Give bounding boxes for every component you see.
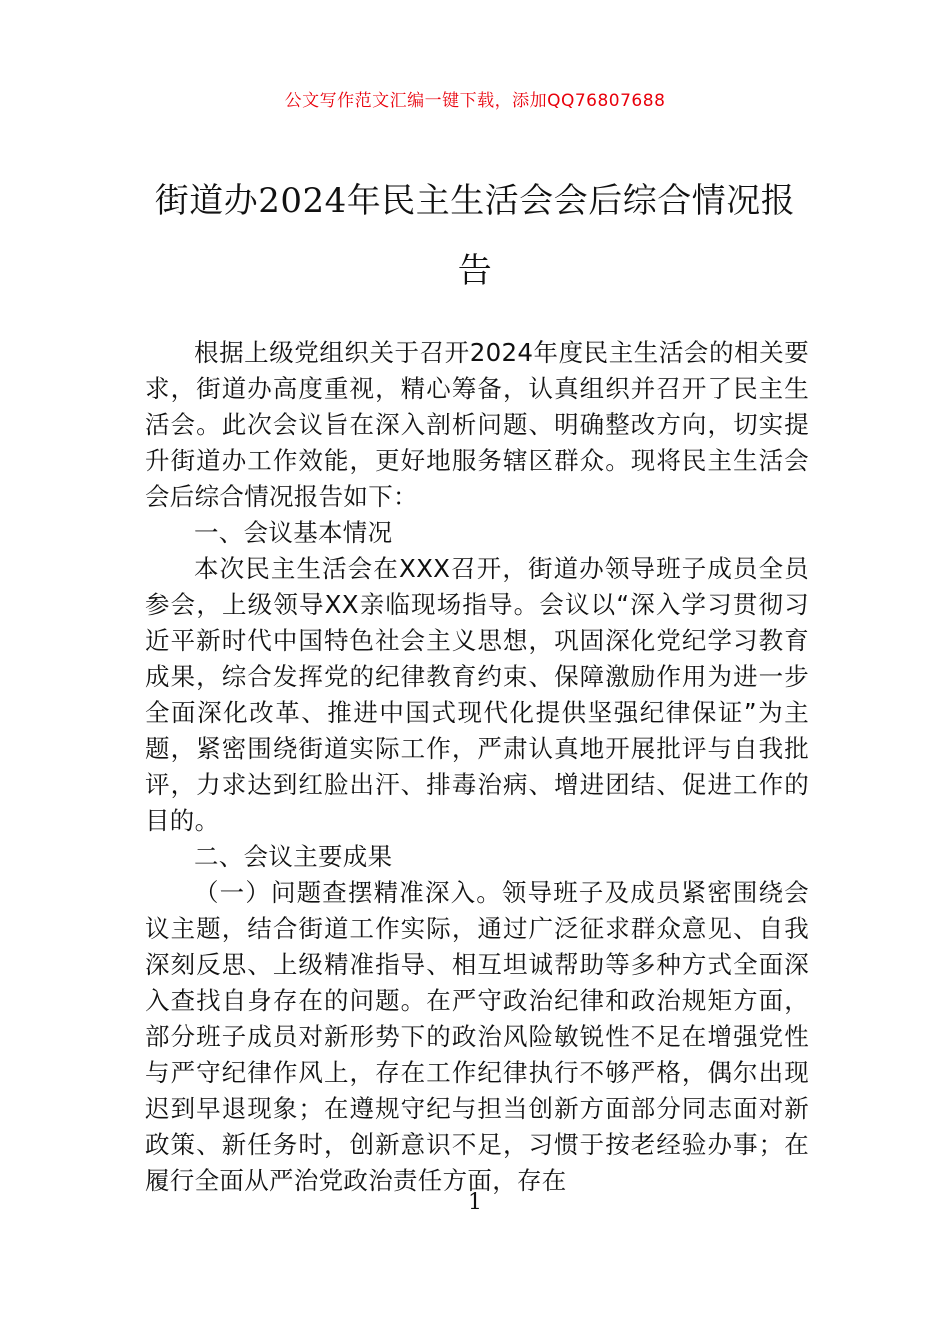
intro-paragraph: 根据上级党组织关于召开2024年度民主生活会的相关要求，街道办高度重视，精心筹备，认真组织并召开了民主生活会。此次会议旨在深入剖析问题、明确整改方向，切实提升街道办工作效能，更好地服务辖区群众。现将民主生活会会后综合情况报告如下： (145, 338, 809, 511)
page-number: 1 (468, 1190, 482, 1215)
promo-header-link[interactable]: 公文写作范文汇编一键下载，添加QQ76807688 (284, 91, 666, 111)
document-title: 街道办2024年民主生活会会后综合情况报告 (154, 181, 796, 291)
document-body (145, 335, 809, 1199)
section-heading-1: 一、会议基本情况 (194, 518, 393, 547)
section-heading-2: 二、会议主要成果 (194, 842, 393, 871)
results-paragraph-1: （一）问题查摆精准深入。领导班子及成员紧密围绕会议主题，结合街道工作实际，通过广泛征求群众意见、自我深刻反思、上级精准指导、相互坦诚帮助等多种方式全面深入查找自身存在的问题。在严守政治纪律和政治规矩方面，部分班子成员对新形势下的政治风险敏锐性不足在增强党性与严守纪律作风上，存在工作纪律执行不够严格，偶尔出现迟到早退现象；在遵规守纪与担当创新方面部分同志面对新政策、新任务时，创新意识不足，习惯于按老经验办事；在履行全面从严治党政治责任方面，存在 (145, 878, 809, 1195)
meeting-overview-paragraph: 本次民主生活会在XXX召开，街道办领导班子成员全员参会，上级领导XX亲临现场指导。会议以“深入学习贯彻习近平新时代中国特色社会主义思想，巩固深化党纪学习教育成果，综合发挥党的纪律教育约束、保障激励作用为进一步全面深化改革、推进中国式现代化提供坚强纪律保证”为主题，紧密围绕街道实际工作，严肃认真地开展批评与自我批评，力求达到红脸出汗、排毒治病、增进团结、促进工作的目的。 (145, 554, 809, 835)
